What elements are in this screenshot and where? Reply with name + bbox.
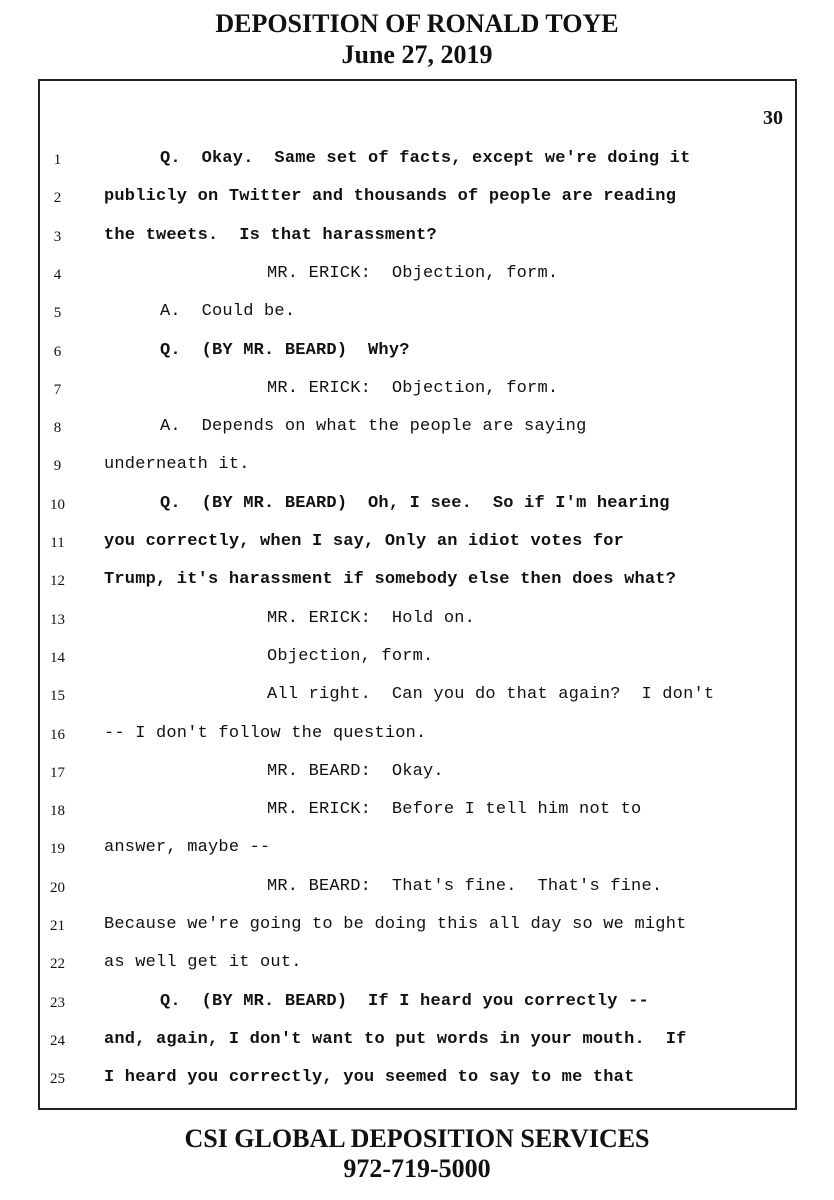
line-number: 8 [53,420,62,437]
transcript-line [40,451,795,483]
transcript-line [40,375,795,407]
line-number: 20 [50,879,65,896]
line-number: 1 [53,152,62,168]
line-number: 19 [50,841,65,858]
line-text: Q. (BY MR. BEARD) Oh, I see. So if I'm hearing [160,493,670,513]
line-number: 18 [50,803,65,820]
transcript-line [40,720,795,752]
transcript-line [40,873,795,905]
line-number: 23 [50,994,65,1011]
line-number: 16 [50,726,65,743]
line-text: Q. Okay. Same set of facts, except we're doing it [160,149,691,168]
line-text: Q. (BY MR. BEARD) If I heard you correctly -- [160,991,649,1011]
transcript-line [40,490,795,522]
transcript-line [40,145,795,177]
line-text: you correctly, when I say, Only an idiot votes for [104,532,625,551]
line-text: Q. (BY MR. BEARD) Why? [160,340,410,360]
line-text: MR. ERICK: Hold on. [267,608,476,628]
line-number: 5 [53,305,62,322]
transcript-line [40,183,795,215]
line-number: 11 [50,535,65,551]
line-number: 10 [50,496,65,513]
line-text: answer, maybe -- [104,838,271,858]
line-text: A. Could be. [160,302,296,322]
transcript-line [40,222,795,254]
transcript-line [40,681,795,713]
transcript-line [40,949,795,981]
line-number: 9 [53,458,62,475]
line-number: 2 [53,190,62,207]
line-text: All right. Can you do that again? I don't [267,685,715,705]
line-number: 17 [50,764,65,781]
line-text: publicly on Twitter and thousands of people are reading [104,187,677,207]
document-footer [0,1124,834,1184]
transcript-line [40,413,795,445]
line-text: Trump, it's harassment if somebody else then does what? [104,570,677,590]
transcript-line [40,834,795,866]
line-text: MR. ERICK: Objection, form. [267,378,559,398]
line-number: 25 [50,1071,65,1088]
line-text: MR. BEARD: Okay. [267,761,444,781]
line-text: and, again, I don't want to put words in your mouth. If [104,1029,687,1049]
transcript-line [40,911,795,943]
transcript-line [40,758,795,790]
line-number: 7 [53,381,62,398]
transcript-line [40,605,795,637]
line-text: -- I don't follow the question. [104,723,427,743]
company-name: CSI GLOBAL DEPOSITION SERVICES [184,1124,650,1153]
line-number: 12 [50,573,65,590]
line-text: MR. ERICK: Objection, form. [267,263,559,283]
line-text: underneath it. [104,455,250,475]
company-phone: 972-719-5000 [343,1154,491,1183]
document-header [0,8,834,70]
line-number: 4 [53,266,62,283]
transcript-line [40,298,795,330]
line-number: 24 [50,1032,65,1049]
line-text: A. Depends on what the people are saying [160,417,587,437]
deposition-title: DEPOSITION OF RONALD TOYE [215,9,619,38]
line-number: 13 [50,611,65,628]
transcript-line [40,796,795,828]
line-number: 15 [50,688,65,705]
line-text: MR. BEARD: That's fine. That's fine. [267,876,663,896]
transcript-page [38,79,797,1110]
transcript-line [40,260,795,292]
line-text: Because we're going to be doing this all day so we might [104,915,687,934]
line-text: MR. ERICK: Before I tell him not to [267,800,642,820]
transcript-line [40,337,795,369]
transcript-line [40,566,795,598]
line-number: 21 [50,918,65,934]
line-text: Objection, form. [267,646,434,666]
line-number: 22 [50,956,65,973]
line-number: 3 [53,228,62,245]
line-number: 14 [50,649,65,666]
line-text: I heard you correctly, you seemed to say to me that [104,1068,635,1088]
deposition-date: June 27, 2019 [341,40,493,69]
page-number: 30 [763,107,783,129]
transcript-line [40,988,795,1020]
transcript-line [40,1026,795,1058]
line-text: as well get it out. [104,953,302,973]
transcript-line [40,1064,795,1096]
transcript-line [40,643,795,675]
line-number: 6 [53,343,62,360]
line-text: the tweets. Is that harassment? [104,225,437,245]
transcript-line [40,528,795,560]
